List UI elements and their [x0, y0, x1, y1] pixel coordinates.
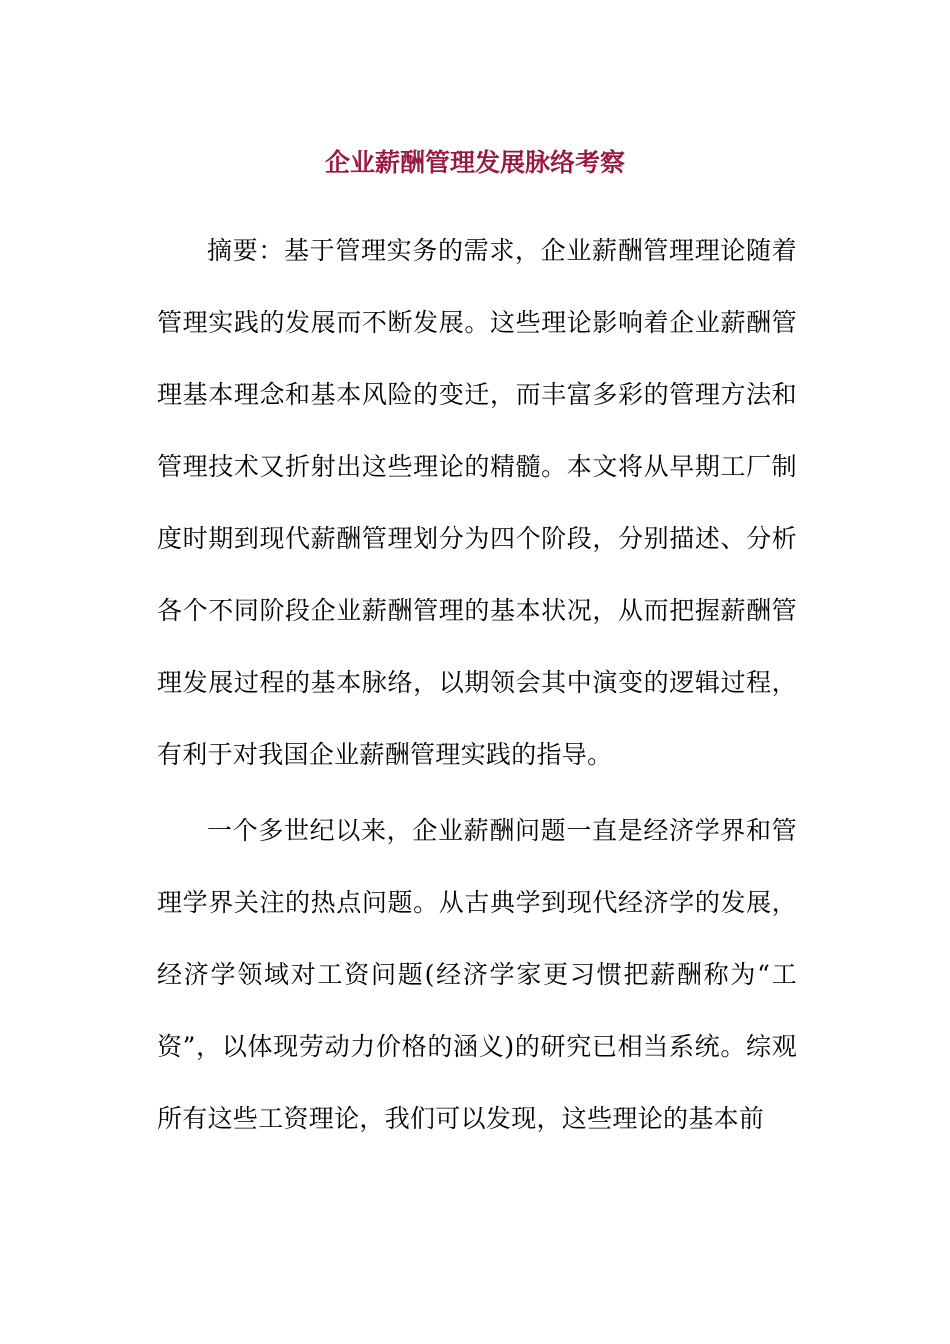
paragraph-intro: 一个多世纪以来，企业薪酬问题一直是经济学界和管理学界关注的热点问题。从古典学到现代经济学的发展，经济学领域对工资问题(经济学家更习惯把薪酬称为“工资”，以体现劳动力价格的涵义)的研究已相当系统。综观所有这些工资理论，我们可以发现，这些理论的基本前	[157, 816, 797, 1133]
document-body	[157, 215, 797, 1155]
paragraph-abstract: 摘要：基于管理实务的需求，企业薪酬管理理论随着管理实践的发展而不断发展。这些理论影响着企业薪酬管理基本理念和基本风险的变迁，而丰富多彩的管理方法和管理技术又折射出这些理论的精髓。本文将从早期工厂制度时期到现代薪酬管理划分为四个阶段，分别描述、分析各个不同阶段企业薪酬管理的基本状况，从而把握薪酬管理发展过程的基本脉络，以期领会其中演变的逻辑过程，有利于对我国企业薪酬管理实践的指导。	[157, 236, 797, 769]
document-title: 企业薪酬管理发展脉络考察	[324, 148, 625, 177]
